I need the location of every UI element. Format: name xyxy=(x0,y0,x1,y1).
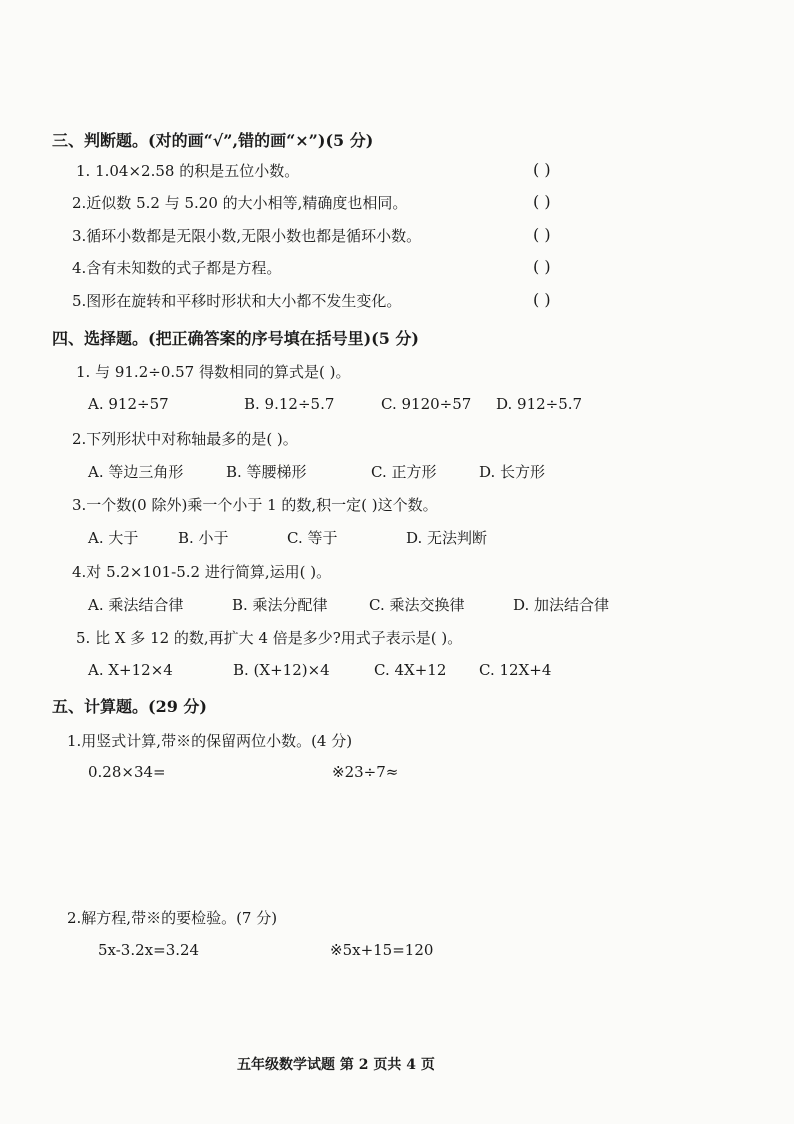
choice-question-5: 5. 比 X 多 12 的数,再扩大 4 倍是多少?用式子表示是( )。 xyxy=(76,629,463,647)
calc-part2-title: 2.解方程,带※的要检验。(7 分) xyxy=(67,909,278,927)
calc-part1-title: 1.用竖式计算,带※的保留两位小数。(4 分) xyxy=(67,732,353,750)
choice-2-option-b[interactable]: B. 等腰梯形 xyxy=(226,463,307,481)
judge-answer-3[interactable]: ( ) xyxy=(533,225,551,244)
section5-title: 五、计算题。(29 分) xyxy=(52,697,207,716)
choice-4-option-a[interactable]: A. 乘法结合律 xyxy=(88,596,184,614)
judge-item-4: 4.含有未知数的式子都是方程。 xyxy=(72,259,282,277)
choice-4-option-d[interactable]: D. 加法结合律 xyxy=(513,596,610,614)
choice-2-option-d[interactable]: D. 长方形 xyxy=(479,463,546,481)
judge-item-1: 1. 1.04×2.58 的积是五位小数。 xyxy=(76,162,300,180)
choice-1-option-c[interactable]: C. 9120÷57 xyxy=(381,395,472,413)
judge-answer-5[interactable]: ( ) xyxy=(533,290,551,309)
choice-5-option-a[interactable]: A. X+12×4 xyxy=(88,661,173,679)
page-footer: 五年级数学试题 第 2 页共 4 页 xyxy=(237,1057,435,1073)
choice-5-option-b[interactable]: B. (X+12)×4 xyxy=(233,661,330,679)
judge-item-3: 3.循环小数都是无限小数,无限小数也都是循环小数。 xyxy=(72,227,422,245)
choice-3-option-b[interactable]: B. 小于 xyxy=(178,529,229,547)
judge-item-5: 5.图形在旋转和平移时形状和大小都不发生变化。 xyxy=(72,292,402,310)
choice-question-3: 3.一个数(0 除外)乘一个小于 1 的数,积一定( )这个数。 xyxy=(72,496,438,514)
choice-2-option-a[interactable]: A. 等边三角形 xyxy=(88,463,184,481)
choice-5-option-c[interactable]: C. 4X+12 xyxy=(374,661,447,679)
choice-2-option-c[interactable]: C. 正方形 xyxy=(371,463,437,481)
judge-answer-4[interactable]: ( ) xyxy=(533,257,551,276)
choice-1-option-b[interactable]: B. 9.12÷5.7 xyxy=(244,395,335,413)
choice-5-option-d[interactable]: C. 12X+4 xyxy=(479,661,552,679)
choice-3-option-a[interactable]: A. 大于 xyxy=(88,529,139,547)
choice-3-option-d[interactable]: D. 无法判断 xyxy=(406,529,488,547)
choice-1-option-d[interactable]: D. 912÷5.7 xyxy=(496,395,583,413)
choice-question-4: 4.对 5.2×101-5.2 进行简算,运用( )。 xyxy=(72,563,332,581)
judge-answer-2[interactable]: ( ) xyxy=(533,192,551,211)
judge-answer-1[interactable]: ( ) xyxy=(533,160,551,179)
equation-1: 5x-3.2x=3.24 xyxy=(98,941,200,959)
calc-problem-1: 0.28×34= xyxy=(88,763,166,781)
judge-item-2: 2.近似数 5.2 与 5.20 的大小相等,精确度也相同。 xyxy=(72,194,408,212)
choice-4-option-b[interactable]: B. 乘法分配律 xyxy=(232,596,328,614)
calc-problem-2: ※23÷7≈ xyxy=(332,763,399,781)
equation-2: ※5x+15=120 xyxy=(330,941,434,959)
choice-question-2: 2.下列形状中对称轴最多的是( )。 xyxy=(72,430,298,448)
choice-4-option-c[interactable]: C. 乘法交换律 xyxy=(369,596,465,614)
choice-1-option-a[interactable]: A. 912÷57 xyxy=(88,395,169,413)
section3-title: 三、判断题。(对的画“√”,错的画“×”)(5 分) xyxy=(52,131,374,150)
choice-question-1: 1. 与 91.2÷0.57 得数相同的算式是( )。 xyxy=(76,363,351,381)
section4-title: 四、选择题。(把正确答案的序号填在括号里)(5 分) xyxy=(52,329,419,348)
choice-3-option-c[interactable]: C. 等于 xyxy=(287,529,338,547)
